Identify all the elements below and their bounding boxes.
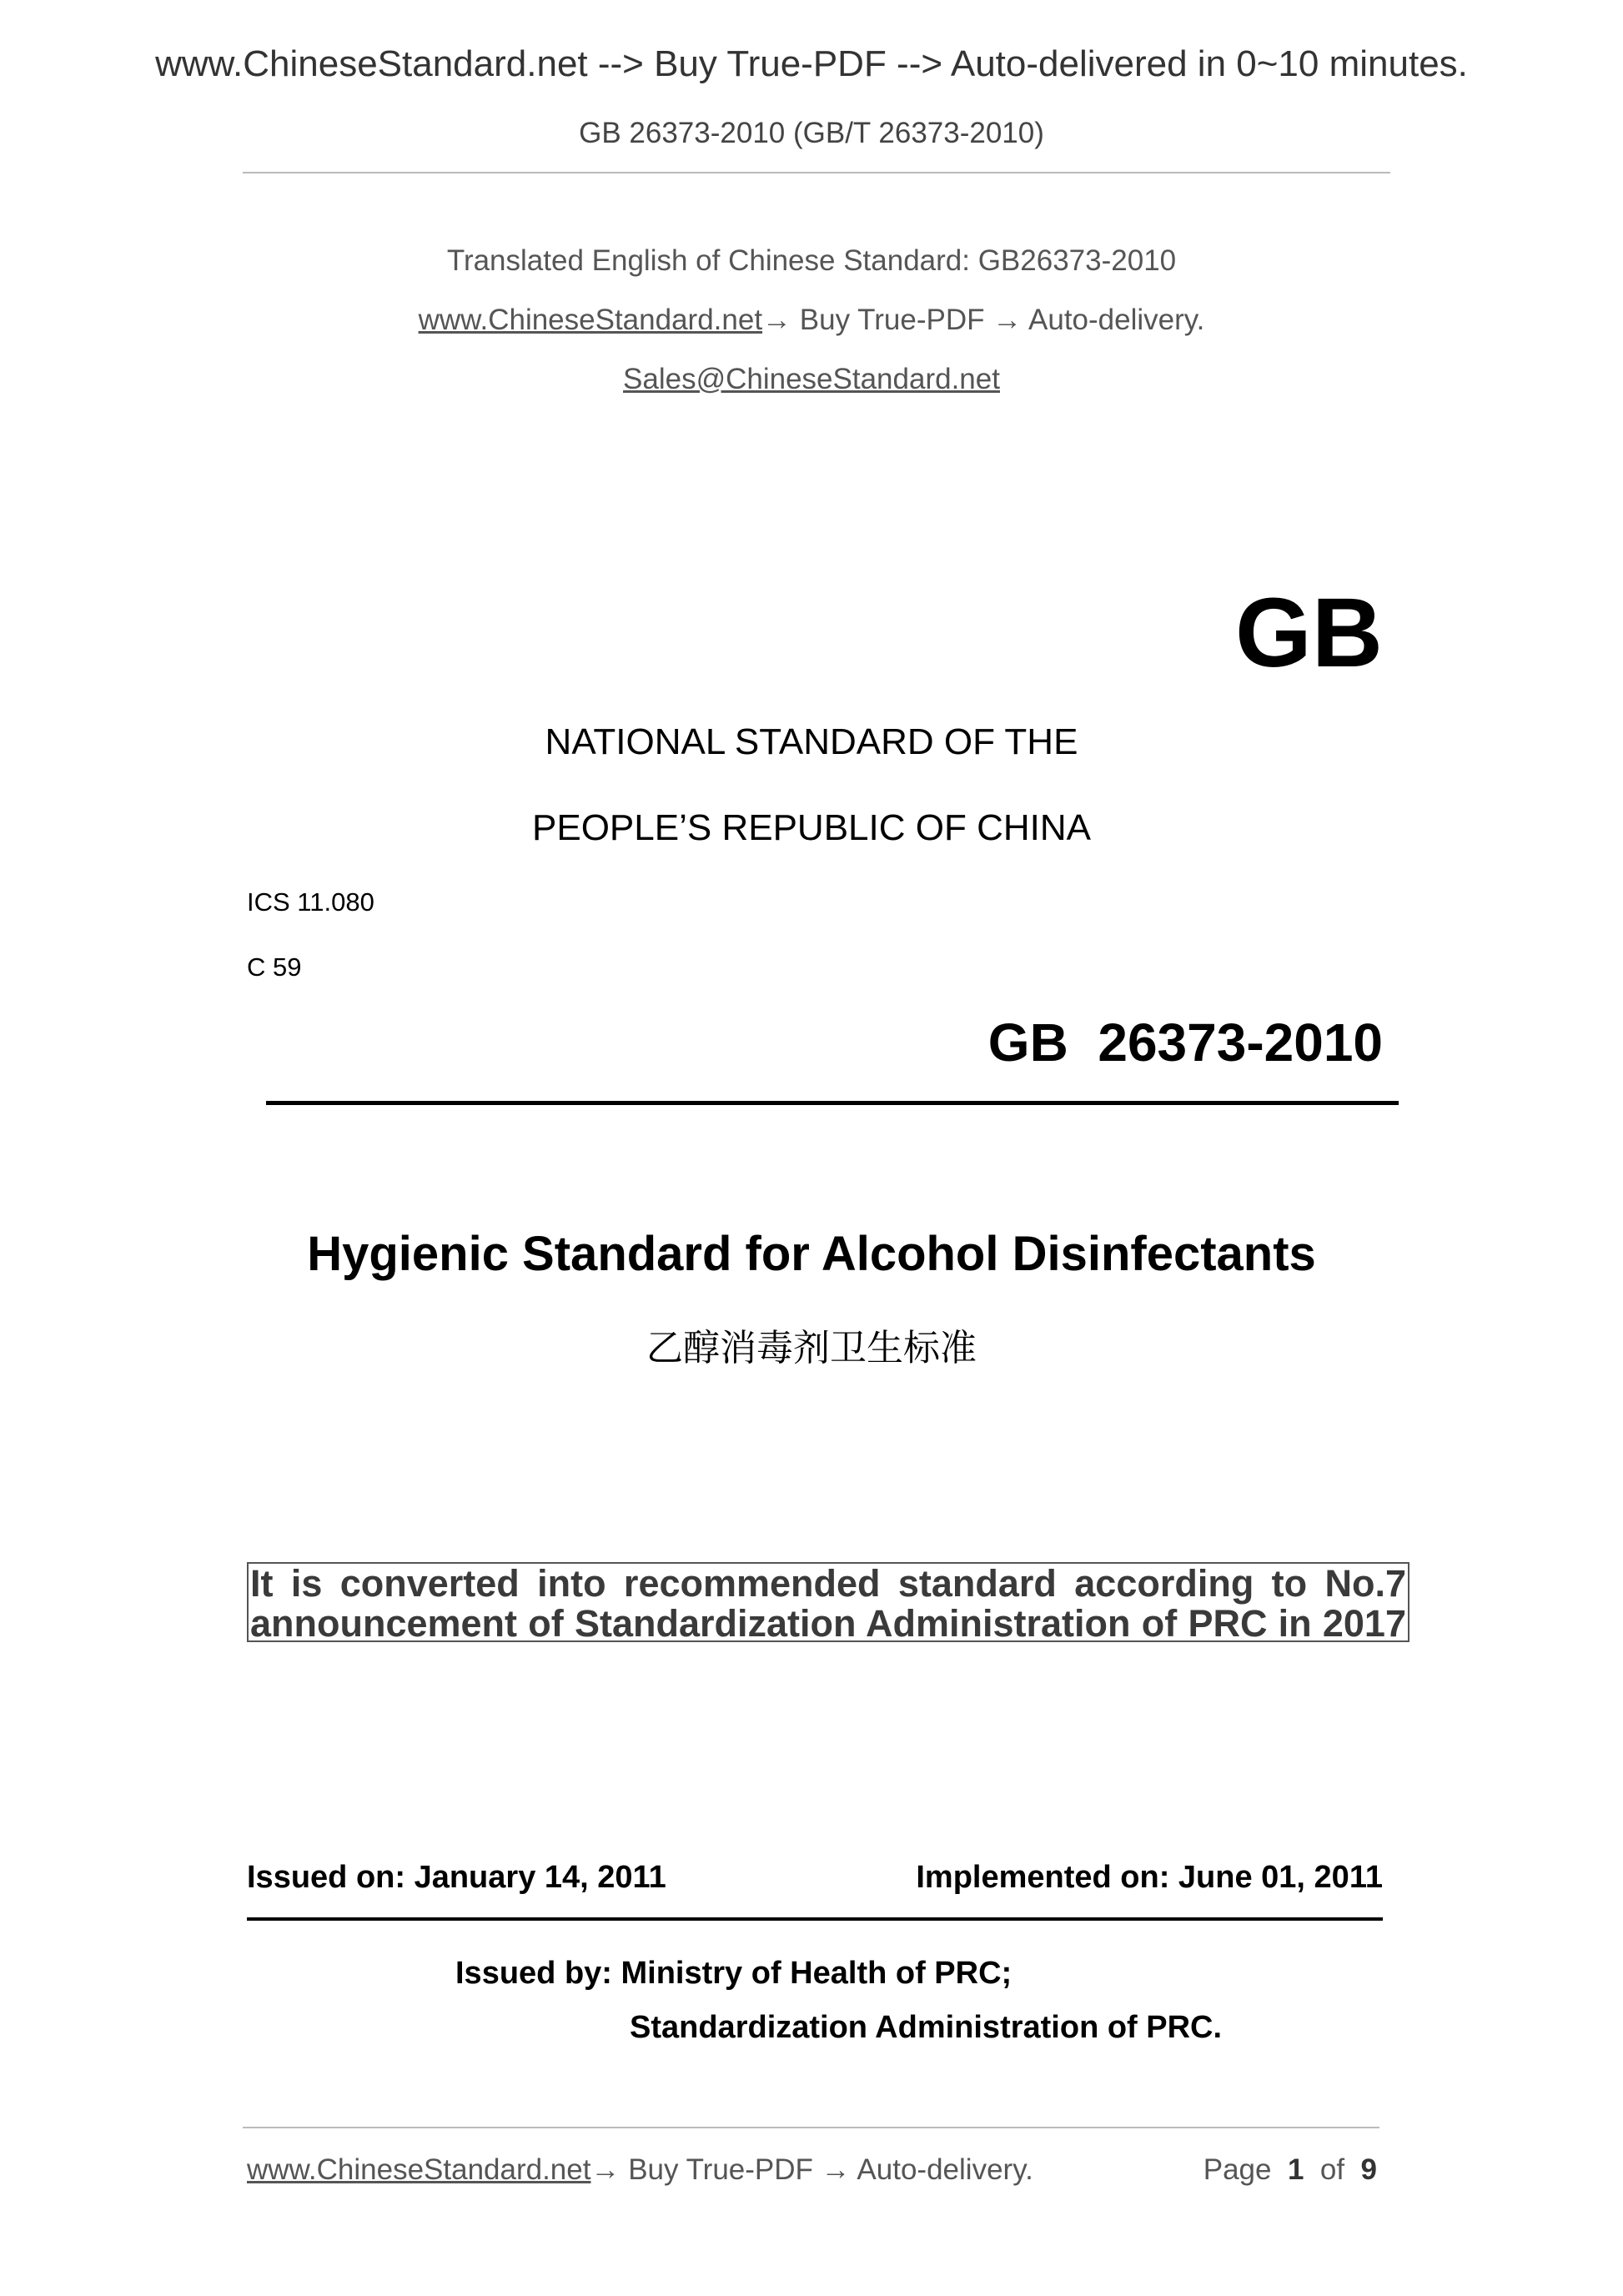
arrow-icon: → — [762, 304, 792, 336]
page-total: 9 — [1360, 2153, 1377, 2186]
sales-email-link[interactable]: Sales@ChineseStandard.net — [623, 363, 1000, 395]
header-banner: www.ChineseStandard.net --> Buy True-PDF --> Auto-delivered in 0~10 minutes. — [155, 43, 1468, 84]
delivery-text: Auto-delivery. — [1022, 304, 1205, 336]
footer-links — [247, 2153, 1033, 2187]
page-current: 1 — [1287, 2153, 1304, 2186]
translated-title: Translated English of Chinese Standard: GB26373-2010 — [446, 244, 1177, 277]
standard-number-divider — [266, 1101, 1399, 1105]
issued-on-date: Issued on: January 14, 2011 — [247, 1860, 666, 1895]
gb-logo: GB — [1235, 578, 1383, 688]
title-english: Hygienic Standard for Alcohol Disinfectants — [307, 1227, 1316, 1281]
intro-links-line — [0, 304, 1623, 337]
issue-divider — [247, 1917, 1383, 1921]
title-chinese: 乙醇消毒剂卫生标准 — [646, 1328, 977, 1369]
standard-number: GB 26373-2010 — [987, 1012, 1383, 1073]
header-divider — [243, 172, 1390, 173]
ccs-code: C 59 — [247, 952, 302, 982]
arrow-icon: → — [590, 2153, 621, 2186]
footer-buy-text: Buy True-PDF — [620, 2153, 822, 2186]
implemented-on-date: Implemented on: June 01, 2011 — [916, 1860, 1383, 1895]
buy-text: Buy True-PDF — [791, 304, 993, 336]
national-standard-line2: PEOPLE’S REPUBLIC OF CHINA — [532, 807, 1091, 848]
page-of: of — [1319, 2153, 1345, 2186]
notice-line-2: announcement of Standardization Administration of PRC in 2017 — [250, 1602, 1406, 1645]
footer-site-link[interactable]: www.ChineseStandard.net — [247, 2153, 591, 2186]
sales-line — [0, 363, 1623, 396]
arrow-icon: → — [992, 304, 1023, 336]
notice-line-1: It is converted into recommended standard according to No.7 — [250, 1562, 1406, 1605]
arrow-icon: → — [821, 2153, 851, 2186]
national-standard-line1: NATIONAL STANDARD OF THE — [545, 721, 1078, 762]
header-standard-code: GB 26373-2010 (GB/T 26373-2010) — [579, 117, 1044, 149]
issued-by-line2: Standardization Administration of PRC. — [630, 2010, 1223, 2045]
ics-code: ICS 11.080 — [247, 887, 374, 917]
footer-delivery-text: Auto-delivery. — [850, 2153, 1033, 2186]
page-indicator — [1203, 2153, 1377, 2187]
conversion-notice-box — [247, 1562, 1409, 1645]
footer-divider — [243, 2127, 1379, 2128]
page-label: Page — [1203, 2153, 1272, 2186]
issued-by-line1: Issued by: Ministry of Health of PRC; — [455, 1956, 1012, 1991]
site-link[interactable]: www.ChineseStandard.net — [418, 304, 763, 336]
